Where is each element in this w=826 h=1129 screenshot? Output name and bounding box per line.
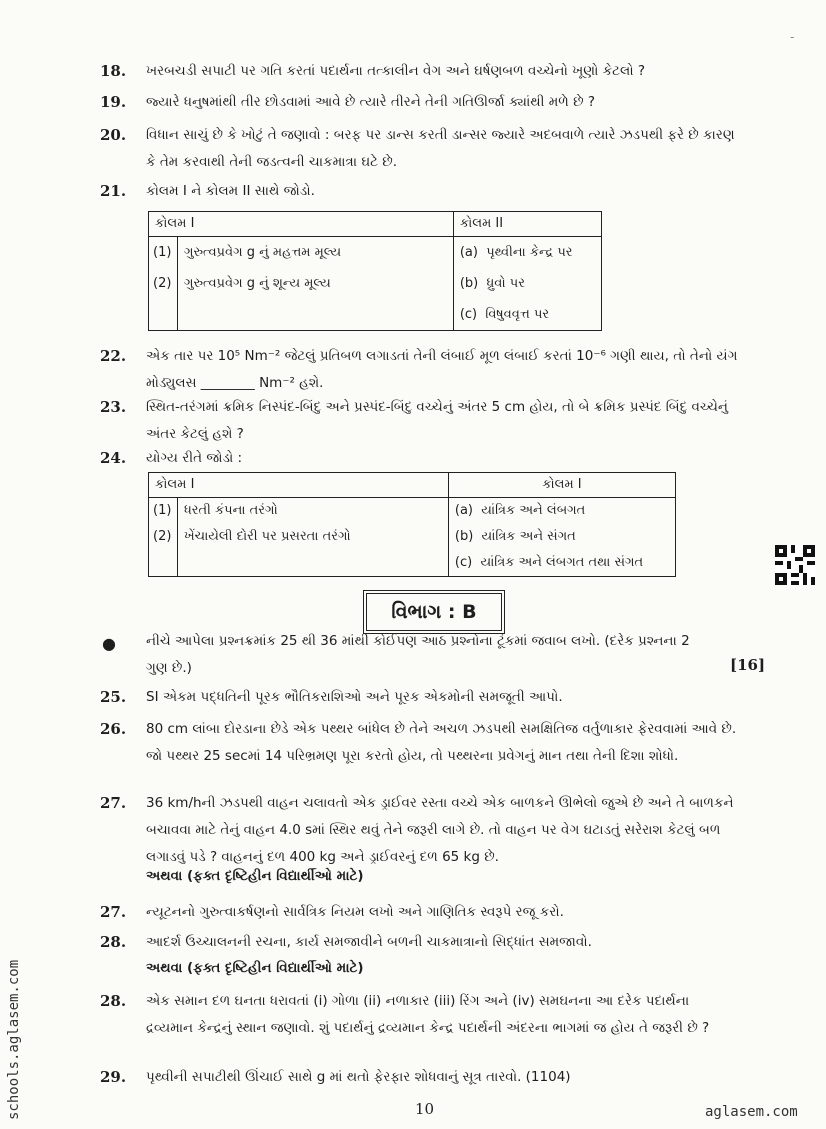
row-text: ગુરુત્વપ્રવેગ g નું શૂન્ય મૂલ્ય [184, 276, 331, 291]
question-number: 26. [100, 720, 127, 738]
question-27-alt [100, 899, 740, 926]
page-number: 10 [415, 1100, 435, 1118]
section-instruction [100, 628, 700, 682]
row-index: (b) [454, 529, 474, 544]
question-number: 27. [100, 794, 127, 812]
row-text: ધરતી કંપના તરંગો [184, 503, 278, 518]
question-23 [100, 394, 740, 448]
question-number: 25. [100, 688, 127, 706]
question-text: 36 km/hની ઝડપથી વાહન ચલાવતો એક ડ્રાઈવર રસ્તા વચ્ચે એક બાળકને ઊભેલો જુએ છે અને તે બાળકને બચાવવા માટે તેનું વાહન 4.0 sમાં સ્થિર થવું તેને જરૂરી લાગે છે. તો વાહન પર વેગ ઘટાડતું સરેરાશ કેટલું બળ લગાડવું પડે ? વાહનનું દળ 400 kg અને ડ્રાઈવરનું દળ 65 kg છે. [146, 795, 734, 865]
question-text: ખરબચડી સપાટી પર ગતિ કરતાં પદાર્થના તત્કાલીન વેગ અને ઘર્ષણબળ વચ્ચેનો ખૂણો કેટલો ? [146, 63, 646, 79]
question-number: 29. [100, 1068, 127, 1086]
section-marks: [16] [730, 656, 766, 674]
table-header: કોલમ I [149, 212, 454, 237]
question-text: એક સમાન દળ ઘનતા ધરાવતાં (i) ગોળા (ii) નળાકાર (iii) રિંગ અને (iv) સમઘનના આ દરેક પદાર્થના દ્રવ્યમાન કેન્દ્રનું સ્થાન જણાવો. શું પદાર્થનું દ્રવ્યમાન કેન્દ્ર પદાર્થની અંદરના ભાગમાં જ હોય તે જરૂરી છે ? [146, 993, 710, 1036]
row-text: વિષુવવૃત્ત પર [485, 307, 550, 322]
watermark-side: schools.aglasem.com [6, 959, 22, 1120]
row-text: પૃથ્વીના કેન્દ્ર પર [486, 245, 573, 260]
question-number: 18. [100, 62, 127, 80]
question-text: આદર્શ ઉચ્ચાલનની રચના, કાર્ય સમજાવીને બળની ચાકમાત્રાનો સિદ્ધાંત સમજાવો. [146, 934, 592, 950]
question-text: પૃથ્વીની સપાટીથી ઊંચાઈ સાથે g માં થતો ફેરફાર શોધવાનું સૂત્ર તારવો. (1104) [146, 1069, 571, 1085]
question-number: 20. [100, 126, 127, 144]
question-29 [100, 1064, 740, 1091]
row-index: (a) [454, 503, 473, 518]
question-number: 28. [100, 933, 127, 951]
section-title: વિભાગ : B [363, 590, 505, 634]
table-header: કોલમ I [149, 473, 449, 498]
question-text: યોગ્ય રીતે જોડો : [146, 450, 243, 466]
or-label: અથવા (ફક્ત દૃષ્ટિહીન વિદ્યાર્થીઓ માટે) [146, 960, 364, 976]
question-24 [100, 445, 740, 472]
or-label: અથવા (ફક્ત દૃષ્ટિહીન વિદ્યાર્થીઓ માટે) [146, 868, 364, 884]
question-text: SI એકમ પદ્ધતિની પૂરક ભૌતિકરાશિઓ અને પૂરક એકમોની સમજૂતી આપો. [146, 689, 563, 705]
question-18 [100, 58, 740, 85]
question-26 [100, 716, 740, 770]
row-index: (c) [459, 307, 478, 322]
row-index: (1) [153, 245, 172, 260]
question-text: સ્થિત-તરંગમાં ક્રમિક નિસ્પંદ-બિંદુ અને પ્રસ્પંદ-બિંદુ વચ્ચેનું અંતર 5 cm હોય, તો બે ક્રમિક પ્રસ્પંદ બિંદુ વચ્ચેનું અંતર કેટલું હશે ? [146, 399, 728, 442]
question-text: ન્યૂટનનો ગુરુત્વાકર્ષણનો સાર્વત્રિક નિયમ લખો અને ગાણિતિક સ્વરૂપે રજૂ કરો. [146, 904, 564, 920]
question-number: 23. [100, 398, 127, 416]
question-27 [100, 790, 740, 871]
row-text: ધ્રુવો પર [486, 276, 525, 291]
question-number: 21. [100, 182, 127, 200]
question-number: 27. [100, 903, 127, 921]
question-number: 24. [100, 449, 127, 467]
question-text: કોલમ I ને કોલમ II સાથે જોડો. [146, 183, 315, 199]
question-text: વિધાન સાચું છે કે ખોટું તે જણાવો : બરફ પર ડાન્સ કરતી ડાન્સર જ્યારે અદબવાળે ત્યારે ઝડપથી ફરે છે કારણ કે તેમ કરવાથી તેની જડત્વની ચાકમાત્રા ઘટે છે. [146, 127, 735, 170]
row-index: (a) [459, 245, 478, 260]
row-index: (1) [153, 503, 172, 518]
match-table-24 [148, 472, 676, 577]
question-text: એક તાર પર 10⁵ Nm⁻² જેટલું પ્રતિબળ લગાડતાં તેની લંબાઈ મૂળ લંબાઈ કરતાં 10⁻⁶ ગણી થાય, તો તેનો યંગ મોડ્યુલસ ________ Nm⁻² હશે. [146, 348, 738, 391]
table-header: કોલમ I [448, 473, 675, 498]
question-20 [100, 122, 740, 176]
qr-code-icon [775, 545, 815, 585]
row-index: (2) [153, 529, 172, 544]
question-text: 80 cm લાંબા દોરડાના છેડે એક પથ્થર બાંધેલ છે તેને અચળ ઝડપથી સમક્ષિતિજ વર્તુળાકાર ફેરવવામાં આવે છે. જો પથ્થર 25 secમાં 14 પરિભ્રમણ પૂરા કરતો હોય, તો પથ્થરના પ્રવેગનું માન તથા તેની દિશા શોધો. [146, 721, 737, 764]
watermark-bottom-right: aglasem.com [705, 1104, 798, 1120]
question-text: જ્યારે ધનુષમાંથી તીર છોડવામાં આવે છે ત્યારે તીરને તેની ગતિઊર્જા ક્યાંથી મળે છે ? [146, 94, 596, 110]
table-header: કોલમ II [453, 212, 601, 237]
instruction-text: નીચે આપેલા પ્રશ્નક્રમાંક 25 થી 36 માંથી કોઈપણ આઠ પ્રશ્નોના ટૂંકમાં જવાબ લખો. (દરેક પ્રશ્નના 2 ગુણ છે.) [146, 633, 690, 676]
row-index: (b) [459, 276, 479, 291]
question-number: 22. [100, 347, 127, 365]
question-28 [100, 929, 740, 956]
question-number: 19. [100, 93, 127, 111]
corner-mark: - [790, 30, 795, 44]
question-28-alt [100, 988, 740, 1042]
row-index: (c) [454, 555, 473, 570]
question-19 [100, 89, 740, 116]
question-22 [100, 343, 740, 397]
question-25 [100, 684, 740, 711]
row-text: યાંત્રિક અને સંગત [481, 529, 576, 544]
row-text: યાંત્રિક અને લંબગત [481, 503, 586, 518]
row-text: ગુરુત્વપ્રવેગ g નું મહત્તમ મૂલ્ય [184, 245, 342, 260]
question-number: 28. [100, 992, 127, 1010]
question-21 [100, 178, 740, 205]
row-text: ખેંચાયેલી દોરી પર પ્રસરતા તરંગો [184, 529, 351, 544]
row-text: યાંત્રિક અને લંબગત તથા સંગત [480, 555, 644, 570]
row-index: (2) [153, 276, 172, 291]
bullet-icon: ● [102, 634, 116, 653]
match-table-21 [148, 211, 602, 331]
